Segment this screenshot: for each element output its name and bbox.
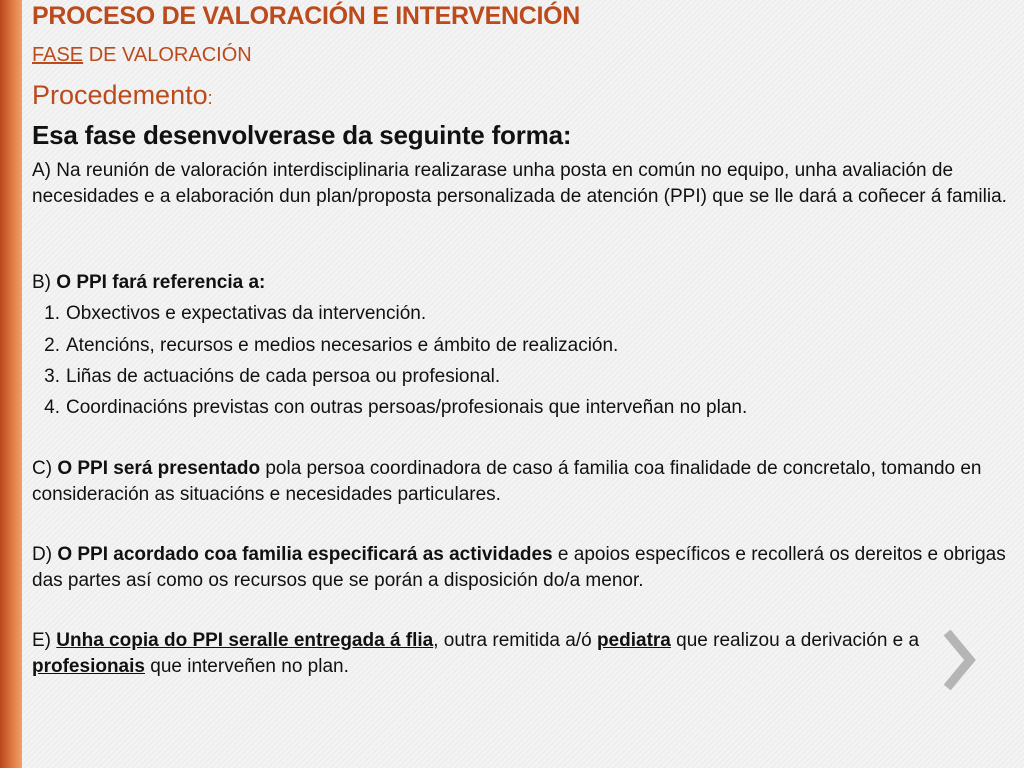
chevron-right-icon[interactable] [940,630,980,690]
list-item-number: 2. [44,335,60,356]
subtitle-rest: DE VALORACIÓN [83,44,252,66]
paragraph-c-bold: O PPI será presentado [57,458,261,479]
paragraph-d-rest: e apoios específicos e recollerá os dereitos e obrigas das partes así como os recursos que se porán a disposición do/a menor. [32,544,1006,591]
accent-bar [0,0,22,768]
section-title-colon: : [207,88,213,108]
list-item [32,303,426,325]
list-item-number: 3. [44,366,60,387]
paragraph-d [32,542,1007,594]
paragraph-e-mid1: , outra remitida a/ó [433,630,597,651]
paragraph-e-bold-profesionais: profesionais [32,656,145,677]
paragraph-c-rest: pola persoa coordinadora de caso á familia coa finalidade de concretalo, tomando en consideración as situacións e necesidades particulares. [32,458,982,505]
list-item [32,366,500,388]
paragraph-b-prefix: B) [32,272,57,293]
list-item-number: 1. [44,303,60,324]
list-item [32,335,618,357]
list-item-text: Atencións, recursos e medios necesarios e ámbito de realización. [66,335,619,356]
slide-subtitle [32,44,252,67]
paragraph-e-prefix: E) [32,630,57,651]
section-title-text: Procedemento [32,80,208,110]
paragraph-c-prefix: C) [32,458,58,479]
paragraph-e-bold-pediatra: pediatra [596,630,671,651]
paragraph-e [32,628,1007,680]
paragraph-e-mid2: que realizou a derivación e a [670,630,920,651]
slide-title: PROCESO DE VALORACIÓN E INTERVENCIÓN [32,2,581,30]
list-item [32,397,747,419]
list-item-text: Obxectivos e expectativas da intervención. [66,303,427,324]
chevron-right-icon-svg [940,630,980,690]
list-item-text: Coordinacións previstas con outras persoas/profesionais que interveñan no plan. [66,397,748,418]
intro-heading: Esa fase desenvolverase da seguinte forma: [32,120,572,150]
paragraph-d-bold: O PPI acordado coa familia especificará as actividades [57,544,553,565]
paragraph-e-bold-copy: Unha copia do PPI seralle entregada á flia [56,630,434,651]
paragraph-b-bold: O PPI fará referencia a: [56,272,266,293]
section-title [32,80,213,111]
paragraph-d-prefix: D) [32,544,58,565]
paragraph-a: A) Na reunión de valoración interdisciplinaria realizarase unha posta en común no equipo, unha avaliación de necesidades e a elaboración dun plan/proposta personalizada de atención (PPI) que se lle dará a coñecer á familia. [32,160,1007,207]
list-item-number: 4. [44,397,60,418]
paragraph-c [32,456,1007,508]
subtitle-fase: FASE [32,44,84,66]
paragraph-e-end: que interveñen no plan. [144,656,349,677]
paragraph-b [32,270,1007,296]
list-item-text: Liñas de actuacións de cada persoa ou profesional. [66,366,501,387]
